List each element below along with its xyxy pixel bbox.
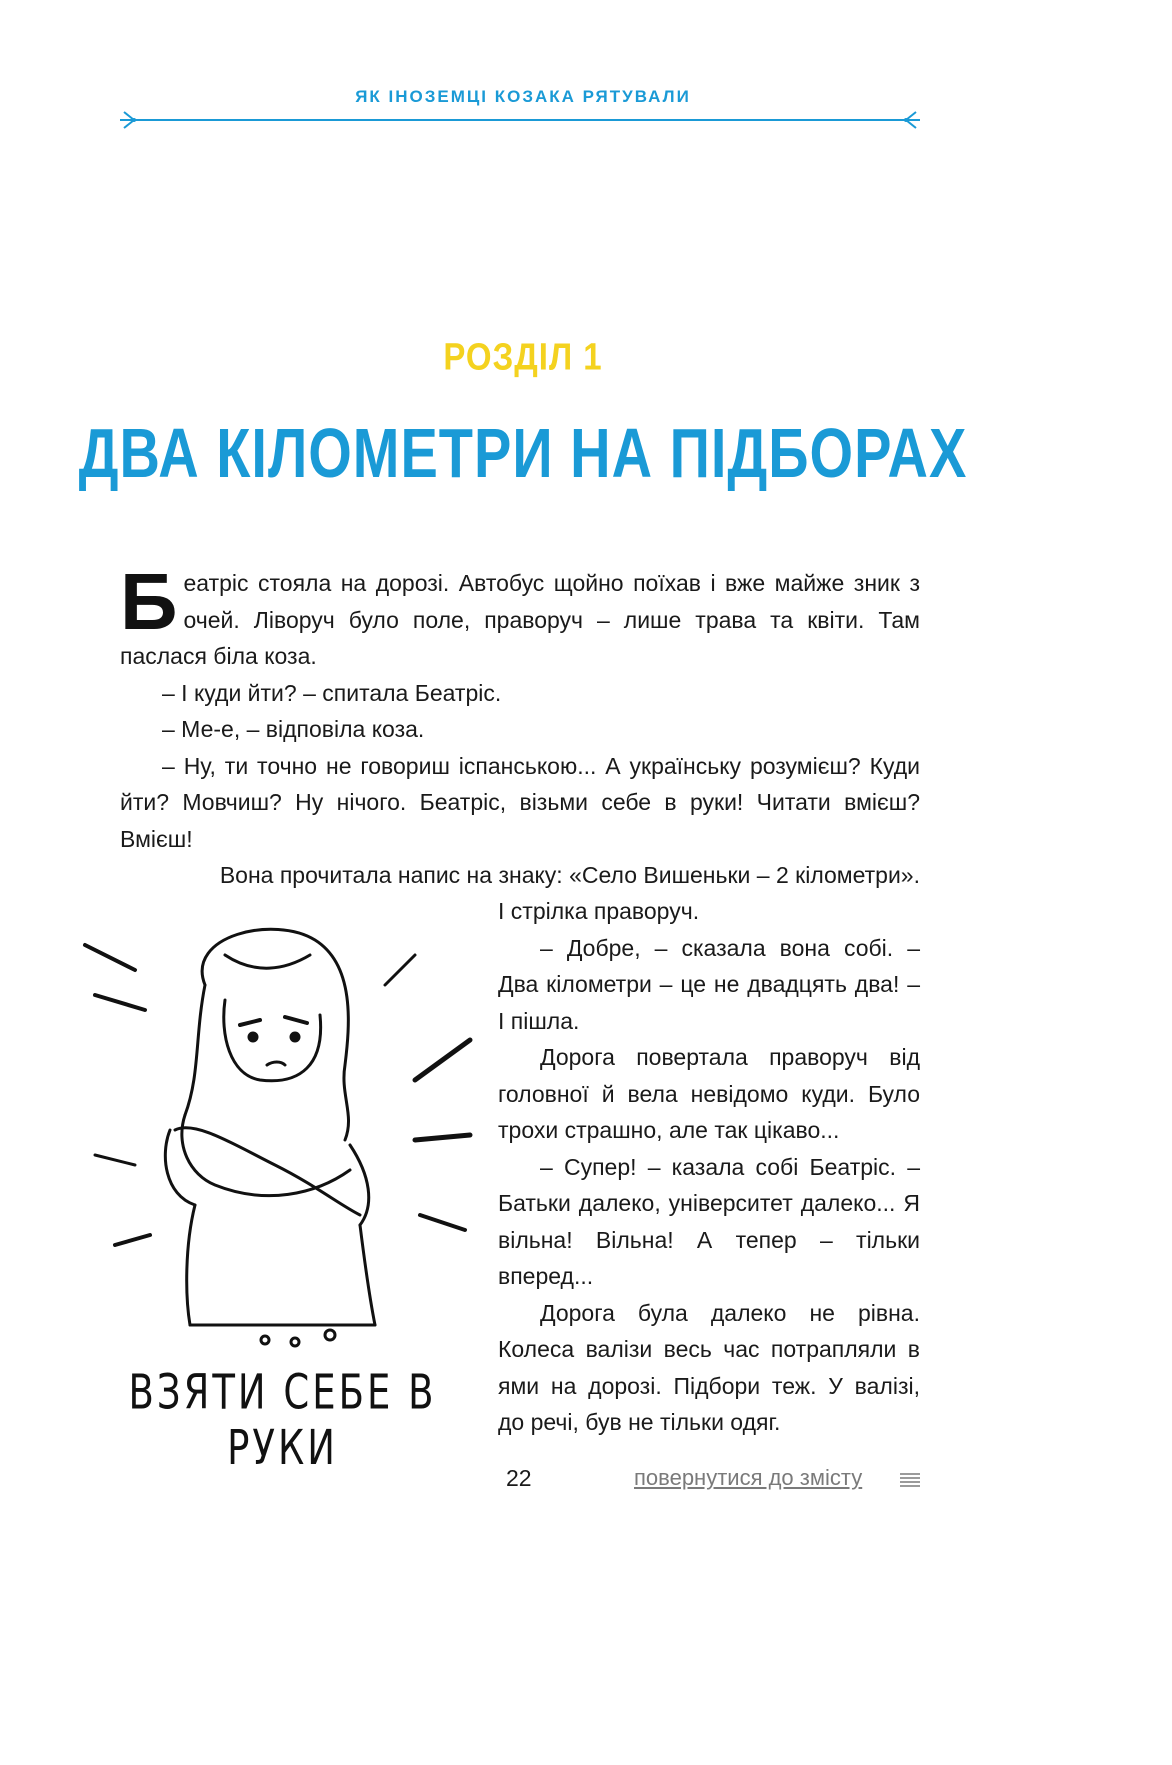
opening-paragraph: Беатріс стояла на дорозі. Автобус щойно поїхав і вже майже зник з очей. Ліворуч було поле, праворуч – лише трава та квіти. Там паслася біла коза. <box>120 557 920 669</box>
dialog-line: – Ну, ти точно не говориш іспанською... А українську розумієш? Куди йти? Мовчиш? Ну нічого. Беатріс, візьми себе в руки! Читати вмієш? Вмієш! <box>120 752 920 852</box>
dialog-line: – Супер! – казала собі Беатріс. – Батьки далеко, університет далеко... Я вільна! Вільна! А тепер – тільки вперед... <box>498 1153 920 1289</box>
right-column-text <box>498 893 920 1441</box>
dialog-line: – Ме-е, – відповіла коза. <box>162 716 425 742</box>
paragraph: І стрілка праворуч. <box>498 898 700 924</box>
header-rule <box>120 108 920 132</box>
chapter-label: РОЗДІЛ 1 <box>443 335 603 378</box>
chapter-title: ДВА КІЛОМЕТРИ НА ПІДБОРАХ <box>78 413 968 492</box>
paragraph: Дорога була далеко не рівна. Колеса валізи весь час потрапляли в ями на дорозі. Підбори теж. У валізі, до речі, був не тільки одяг. <box>498 1299 920 1435</box>
drop-cap: Б <box>120 557 178 646</box>
dialog-line: – Добре, – сказала вона собі. – Два кілометри – це не двадцять два! – І пішла. <box>498 934 920 1034</box>
paragraph: Вона прочитала напис на знаку: «Село Вишеньки – 2 кілометри». <box>219 862 920 888</box>
menu-lines-icon[interactable] <box>900 1472 920 1488</box>
main-text <box>120 557 920 894</box>
back-to-contents-link[interactable]: повернутися до змісту <box>634 1465 863 1490</box>
running-header: ЯК ІНОЗЕМЦІ КОЗАКА РЯТУВАЛИ <box>355 87 691 106</box>
dialog-line: – І куди йти? – спитала Беатріс. <box>162 679 502 706</box>
girl-illustration <box>75 915 475 1355</box>
paragraph: Дорога повертала праворуч від головної й вела невідомо куди. Було трохи страшно, але так цікаво... <box>498 1044 920 1143</box>
page-number: 22 <box>506 1465 532 1491</box>
illustration-caption: ВЗЯТИ СЕБЕ В РУКИ <box>128 1364 437 1476</box>
